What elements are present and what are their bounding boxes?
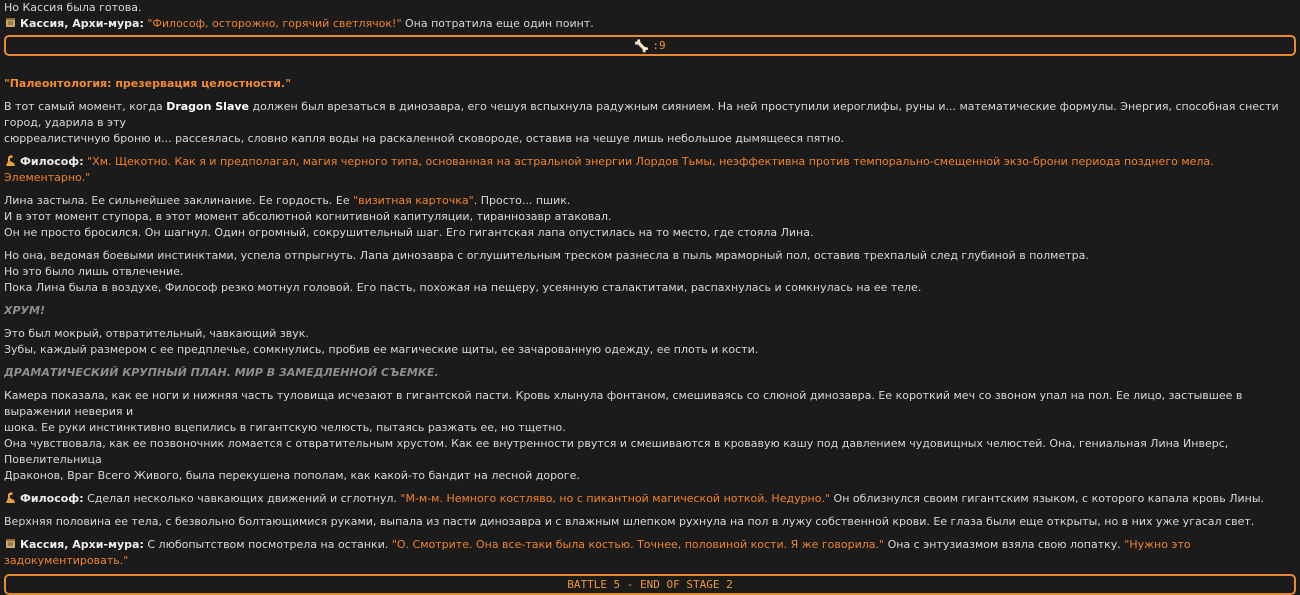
speaker-name: Философ: (20, 155, 84, 168)
quote: "Нужно это задокументировать." (4, 538, 1191, 567)
dialogue-text: Она с энтузиазмом взяла свою лопатку. (884, 538, 1125, 551)
narration-text: должен был врезаться в динозавра, его чешуя вспыхнула радужным сиянием. На ней проступили иероглифы, руны и... математические формулы. Энергия, способная снести город, ударила в эту (4, 100, 1279, 129)
counter-separator: : (652, 38, 659, 52)
narration-text: Камера показала, как ее ноги и нижняя часть туловища исчезают в гигантской пасти. Кровь хлынула фонтаном, смешиваясь со слюной динозавра. Ее короткий меч со звоном упал на пол. Ее лицо, застывшее в выражении неверия и (4, 389, 1243, 418)
narration-text: Лина застыла. Ее сильнейшее заклинание. Ее гордость. Ее (4, 194, 354, 207)
dialogue-text: Она потратила еще один поинт. (401, 17, 594, 30)
spell-name: Dragon Slave (166, 100, 250, 113)
narration-text: сюрреалистичную броню и... рассеялась, словно капля воды на раскаленной сковороде, оставив на чешуе лишь небольшое дымящееся пятно. (4, 132, 845, 145)
narration-line: Но Кассия была готова. (4, 1, 142, 14)
bone-icon: 🦴 (634, 38, 650, 53)
counter-value: 9 (658, 38, 666, 52)
resource-counter-box (4, 35, 1296, 56)
dialogue-line-philosopher (4, 491, 1296, 507)
dialogue-text: С любопытством посмотрела на останки. (143, 538, 392, 551)
scroll-icon (4, 537, 17, 550)
speaker-name: Кассия, Архи-мура: (20, 538, 144, 551)
narration-text: Но это было лишь отвлечение. (4, 265, 184, 278)
dialogue-line-philosopher (4, 154, 1296, 186)
quote: "Хм. Щекотно. Как я и предполагал, магия черного типа, основанная на астральной энергии Лордов Тьмы, неэффективна против темпорально-смещенной экзо-брони периода позднего мела. Элементарно." (4, 155, 1214, 184)
narration-text: . Просто... пшик. (473, 194, 571, 207)
quote: "визитная карточка" (353, 194, 474, 207)
quote: "О. Смотрите. Она все-таки была костью. Точнее, половиной кости. Я же говорила." (391, 538, 885, 551)
scroll-icon (4, 16, 17, 29)
narration-text: В тот самый момент, когда (4, 100, 167, 113)
speaker-name: Философ: (20, 492, 84, 505)
dinosaur-icon (4, 491, 17, 504)
narration-text: Это был мокрый, отвратительный, чавкающий звук. (4, 327, 309, 340)
narration-paragraph (4, 248, 1296, 296)
sound-effect: ХРУМ! (4, 304, 45, 317)
narration-paragraph: Верхняя половина ее тела, с безвольно болтающимися руками, выпала из пасти динозавра и с влажным шлепком рухнула на пол в лужу собственной крови. Ее глаза были еще открыты, но в них уже угасал свет. (4, 515, 1255, 528)
dialogue-text: Он облизнулся своим гигантским языком, с которого капала кровь Лины. (830, 492, 1265, 505)
dialogue-line-cassia (4, 537, 1296, 569)
quote: "М-м-м. Немного костляво, но с пикантной магической ноткой. Недурно." (400, 492, 831, 505)
narration-paragraph (4, 326, 1296, 358)
section-heading: "Палеонтология: презервация целостности." (4, 77, 291, 90)
dialogue-text: Сделал несколько чавкающих движений и сглотнул. (83, 492, 401, 505)
stage-banner: BATTLE 5 - END OF STAGE 2 (4, 574, 1296, 595)
narration-text: Пока Лина была в воздухе, Философ резко мотнул головой. Его пасть, похожая на пещеру, усеянную сталактитами, распахнулась и сомкнулась на ее теле. (4, 281, 922, 294)
narration-paragraph (4, 388, 1296, 484)
dinosaur-icon (4, 154, 17, 167)
speaker-name: Кассия, Архи-мура: (20, 17, 144, 30)
narration-paragraph (4, 193, 1296, 241)
quote: "Философ, осторожно, горячий светлячок!" (147, 17, 402, 30)
narration-text: И в этот момент ступора, в этот момент абсолютной когнитивной капитуляции, тираннозавр атаковал. (4, 210, 612, 223)
narration-text: Драконов, Враг Всего Живого, была перекушена пополам, как какой-то бандит на лесной дороге. (4, 469, 580, 482)
scene-direction: ДРАМАТИЧЕСКИЙ КРУПНЫЙ ПЛАН. МИР В ЗАМЕДЛЕННОЙ СЪЕМКЕ. (4, 366, 439, 379)
narration-text: Он не просто бросился. Он шагнул. Один огромный, сокрушительный шаг. Его гигантская лапа опустилась на то место, где стояла Лина. (4, 226, 814, 239)
narration-text: Но она, ведомая боевыми инстинктами, успела отпрыгнуть. Лапа динозавра с оглушительным треском разнесла в пыль мраморный пол, оставив трехпалый след глубиной в полметра. (4, 249, 1089, 262)
dialogue-line-cassia (4, 16, 1296, 32)
narration-text: Зубы, каждый размером с ее предплечье, сомкнулись, пробив ее магические щиты, ее зачарованную одежду, ее плоть и кости. (4, 343, 759, 356)
narration-text: Она чувствовала, как ее позвоночник ломается с отвратительным хрустом. Как ее внутренности рвутся и смешиваются в кровавую кашу под давлением чудовищных челюстей. Она, гениальная Лина Инверс, Повелительница (4, 437, 1229, 466)
narration-paragraph (4, 99, 1296, 147)
narration-text: шока. Ее руки инстинктивно вцепились в гигантскую челюсть, пытаясь разжать ее, но тщетно. (4, 421, 566, 434)
